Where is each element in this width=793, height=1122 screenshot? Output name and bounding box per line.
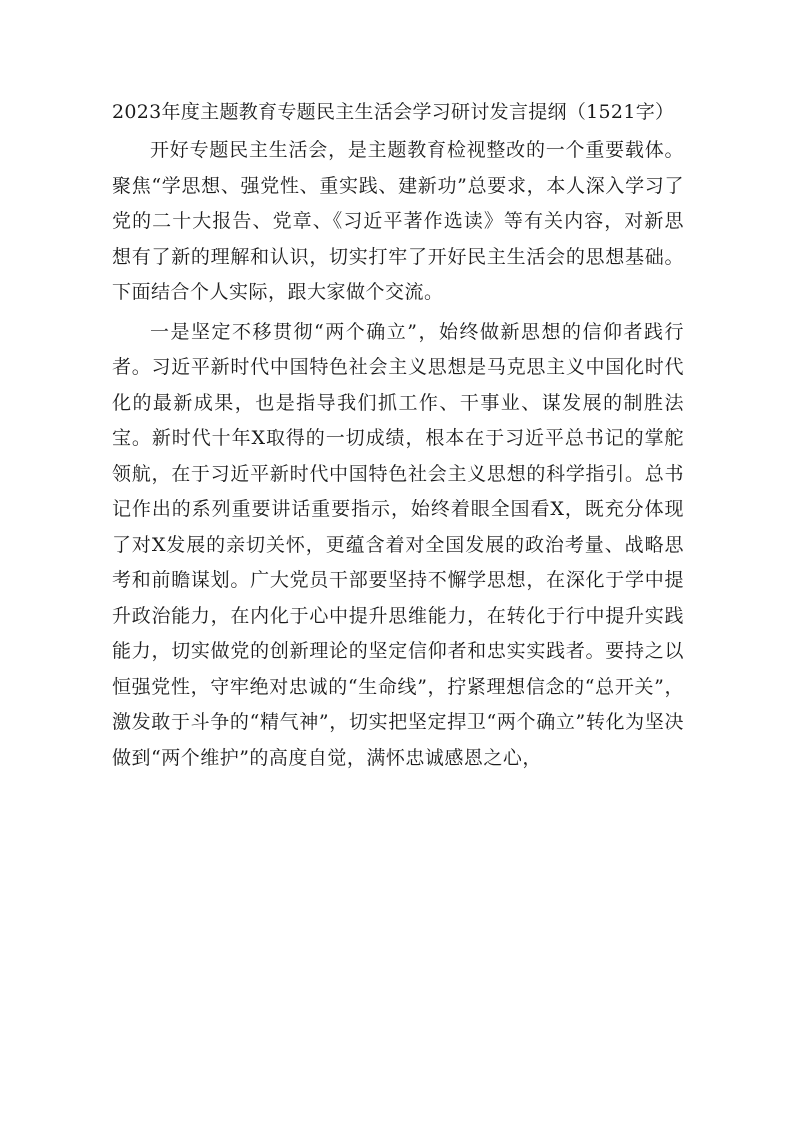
document-title: 2023年度主题教育专题民主生活会学习研讨发言提纲（1521字） bbox=[112, 101, 675, 123]
paragraph-point-one: 一是坚定不移贯彻“两个确立”，始终做新思想的信仰者践行者。习近平新时代中国特色社会主义思想是马克思主义中国化时代化的最新成果，也是指导我们抓工作、干事业、谋发展的制胜法宝。新时代十年X取得的一切成绩，根本在于习近平总书记的掌舵领航，在于习近平新时代中国特色社会主义思想的科学指引。总书记作出的系列重要讲话重要指示，始终着眼全国看X，既充分体现了对X发展的亲切关怀，更蕴含着对全国发展的政治考量、战略思考和前瞻谋划。广大党员干部要坚持不懈学思想，在深化于学中提升政治能力，在内化于心中提升思维能力，在转化于行中提升实践能力，切实做党的创新理论的坚定信仰者和忠实实践者。要持之以恒强党性，守牢绝对忠诚的“生命线”，拧紧理想信念的“总开关”，激发敢于斗争的“精气神”，切实把坚定捍卫“两个确立”转化为坚决做到“两个维护”的高度自觉，满怀忠诚感恩之心， bbox=[112, 320, 684, 769]
paragraph-intro: 开好专题民主生活会，是主题教育检视整改的一个重要载体。聚焦“学思想、强党性、重实践、建新功”总要求，本人深入学习了党的二十大报告、党章、《习近平著作选读》等有关内容，对新思想有了新的理解和认识，切实打牢了开好民主生活会的思想基础。下面结合个人实际，跟大家做个交流。 bbox=[112, 139, 684, 303]
document-page bbox=[112, 96, 684, 776]
